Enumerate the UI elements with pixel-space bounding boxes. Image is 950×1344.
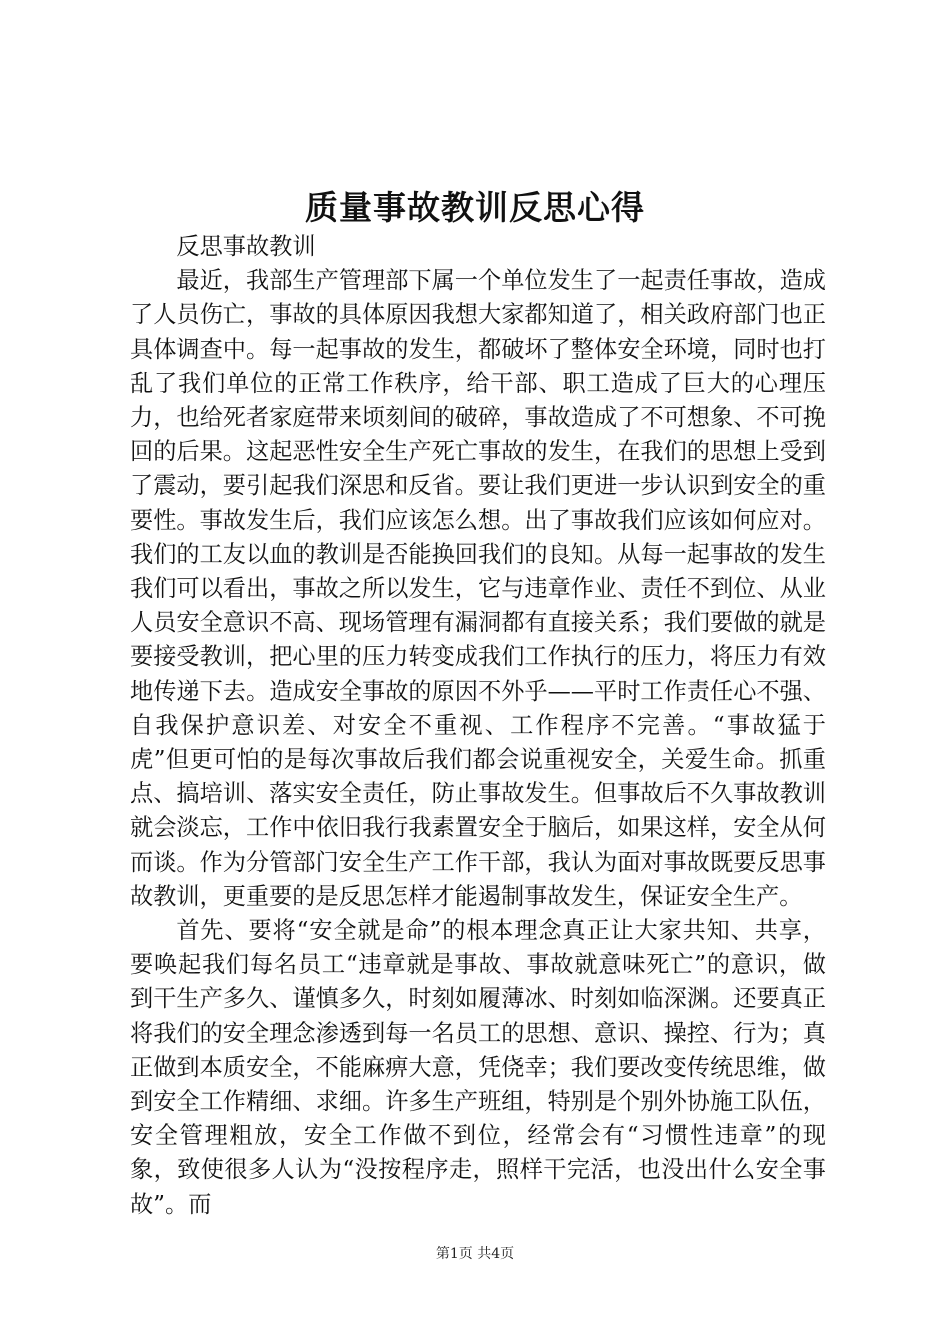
body-paragraph: 最近，我部生产管理部下属一个单位发生了一起责任事故，造成了人员伤亡，事故的具体原因我想大家都知道了，相关政府部门也正具体调查中。每一起事故的发生，都破坏了整体安全环境，同时也打乱了我们单位的正常工作秩序，给干部、职工造成了巨大的心理压力，也给死者家庭带来顷刻间的破碎，事故造成了不可想象、不可挽回的后果。这起恶性安全生产死亡事故的发生，在我们的思想上受到了震动，要引起我们深思和反省。要让我们更进一步认识到安全的重要性。事故发生后，我们应该怎么想。出了事故我们应该如何应对。我们的工友以血的教训是否能换回我们的良知。从每一起事故的发生我们可以看出，事故之所以发生，它与违章作业、责任不到位、从业人员安全意识不高、现场管理有漏洞都有直接关系；我们要做的就是要接受教训，把心里的压力转变成我们工作执行的压力，将压力有效地传递下去。造成安全事故的原因不外乎——平时工作责任心不强、自我保护意识差、对安全不重视、工作程序不完善。“事故猛于虎”但更可怕的是每次事故后我们都会说重视安全，关爱生命。抓重点、搞培训、落实安全责任，防止事故发生。但事故后不久事故教训就会淡忘，工作中依旧我行我素置安全于脑后，如果这样，安全从何而谈。作为分管部门安全生产工作干部，我认为面对事故既要反思事故教训，更重要的是反思怎样才能遏制事故发生，保证安全生产。	[130, 267, 826, 910]
page-number-footer: 第1页 共4页	[435, 1246, 515, 1262]
body-paragraph: 首先、要将“安全就是命”的根本理念真正让大家共知、共享，要唤起我们每名员工“违章就是事故、事故就意味死亡”的意识，做到干生产多久、谨慎多久，时刻如履薄冰、时刻如临深渊。还要真正将我们的安全理念渗透到每一名员工的思想、意识、操控、行为；真正做到本质安全，不能麻痹大意，凭侥幸；我们要改变传统思维，做到安全工作精细、求细。许多生产班组，特别是个别外协施工队伍，安全管理粗放，安全工作做不到位，经常会有“习惯性违章”的现象，致使很多人认为“没按程序走，照样干完活，也没出什么安全事故”。而	[130, 917, 826, 1218]
body-paragraph-heading: 反思事故教训	[176, 233, 316, 260]
document-body	[130, 230, 826, 1222]
document-title: 质量事故教训反思心得	[305, 188, 645, 227]
